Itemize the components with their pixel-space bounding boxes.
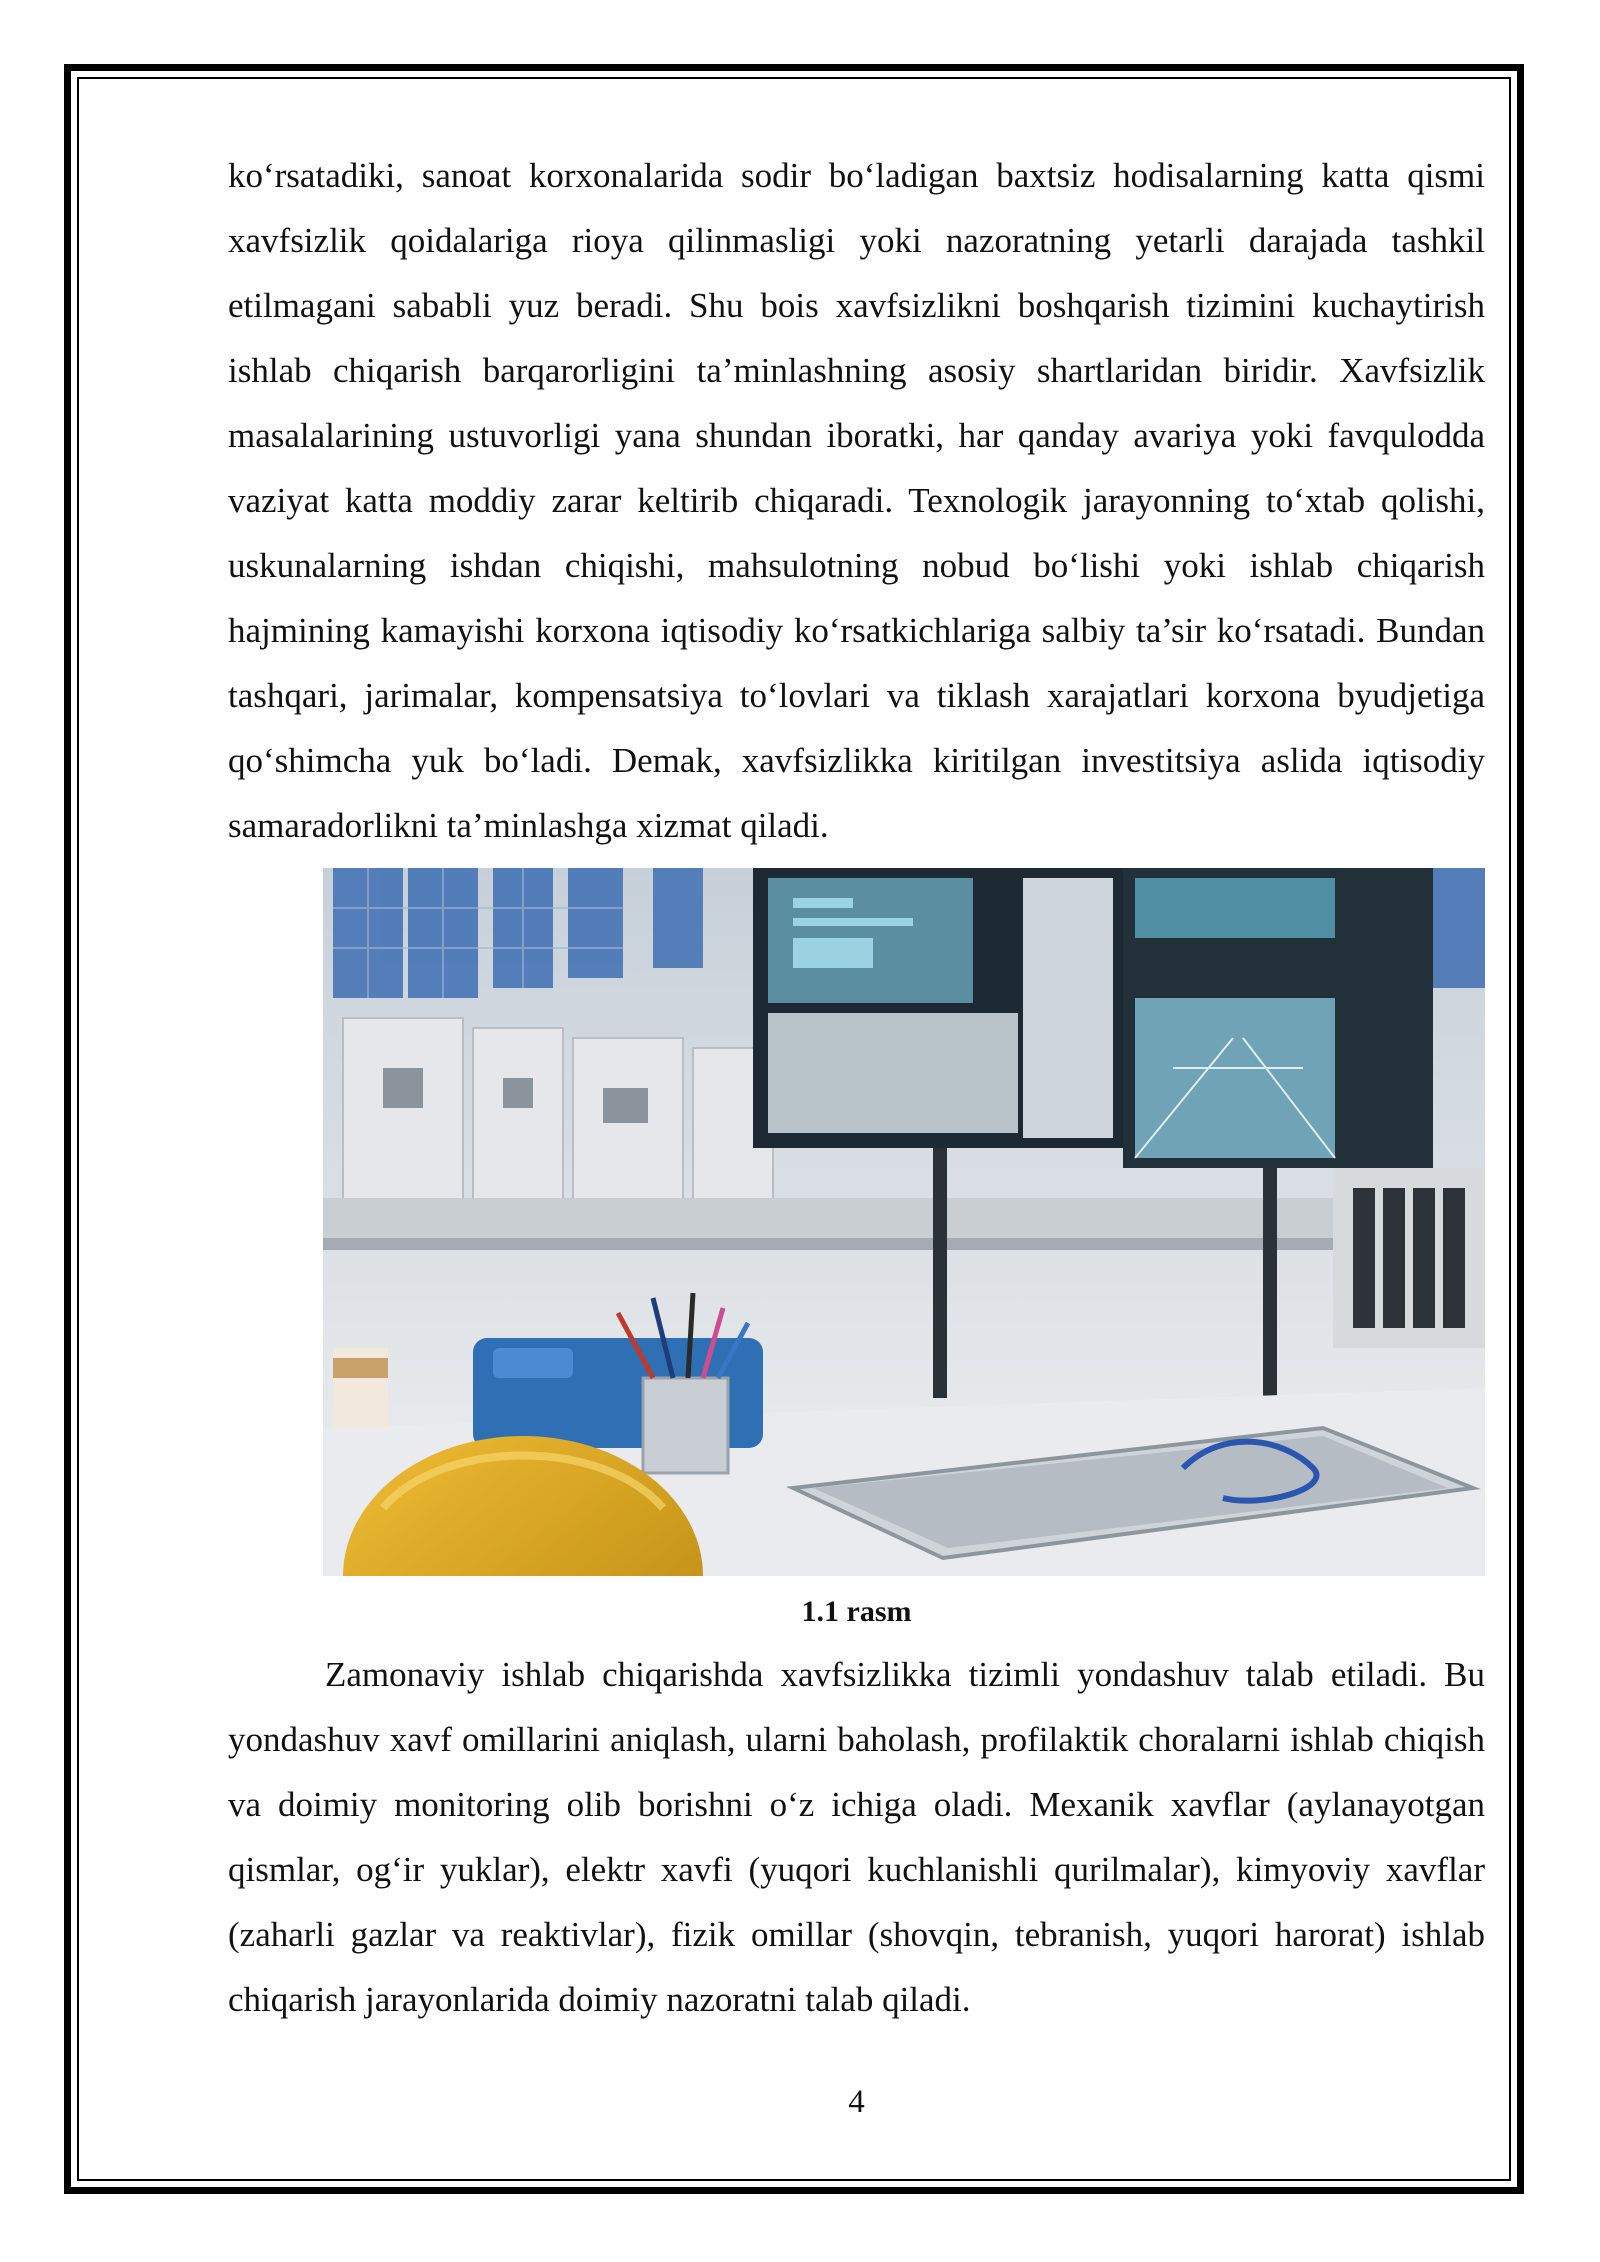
- figure-caption: 1.1 rasm: [801, 1595, 912, 1628]
- paragraph-1: ko‘rsatadiki, sanoat korxonalarida sodir bo‘ladigan baxtsiz hodisalarning katta qismi xavfsizlik qoidalariga rioya qilinmasligi yoki nazoratning yetarli darajada tashkil etilmagani sababli yuz beradi. Shu bois xavfsizlikni boshqarish tizimini kuchaytirish ishlab chiqarish barqarorligini ta’minlashning asosiy shartlaridan biridir. Xavfsizlik masalalarining ustuvorligi yana shundan iboratki, har qanday avariya yoki favqulodda vaziyat katta moddiy zarar keltirib chiqaradi. Texnologik jarayonning to‘xtab qolishi, uskunalarning ishdan chiqishi, mahsulotning nobud bo‘lishi yoki ishlab chiqarish hajmining kamayishi korxona iqtisodiy ko‘rsatkichlariga salbiy ta’sir ko‘rsatadi. Bundan tashqari, jarimalar, kompensatsiya to‘lovlari va tiklash xarajatlari korxona byudjetiga qo‘shimcha yuk bo‘ladi. Demak, xavfsizlikka kiritilgan investitsiya aslida iqtisodiy samaradorlikni ta’minlashga xizmat qiladi.: [228, 156, 1485, 845]
- factory-control-room-photo: [323, 868, 1485, 1576]
- page-number: 4: [848, 2084, 865, 2120]
- paragraph-2: Zamonaviy ishlab chiqarishda xavfsizlikka tizimli yondashuv talab etiladi. Bu yondashuv xavf omillarini aniqlash, ularni baholash, profilaktik choralarni ishlab chiqish va doimiy monitoring olib borishni o‘z ichiga oladi. Mexanik xavflar (aylanayotgan qismlar, og‘ir yuklar), elektr xavfi (yuqori kuchlanishli qurilmalar), kimyoviy xavflar (zaharli gazlar va reaktivlar), fizik omillar (shovqin, tebranish, yuqori harorat) ishlab chiqarish jarayonlarida doimiy nazoratni talab qiladi.: [228, 1655, 1485, 2019]
